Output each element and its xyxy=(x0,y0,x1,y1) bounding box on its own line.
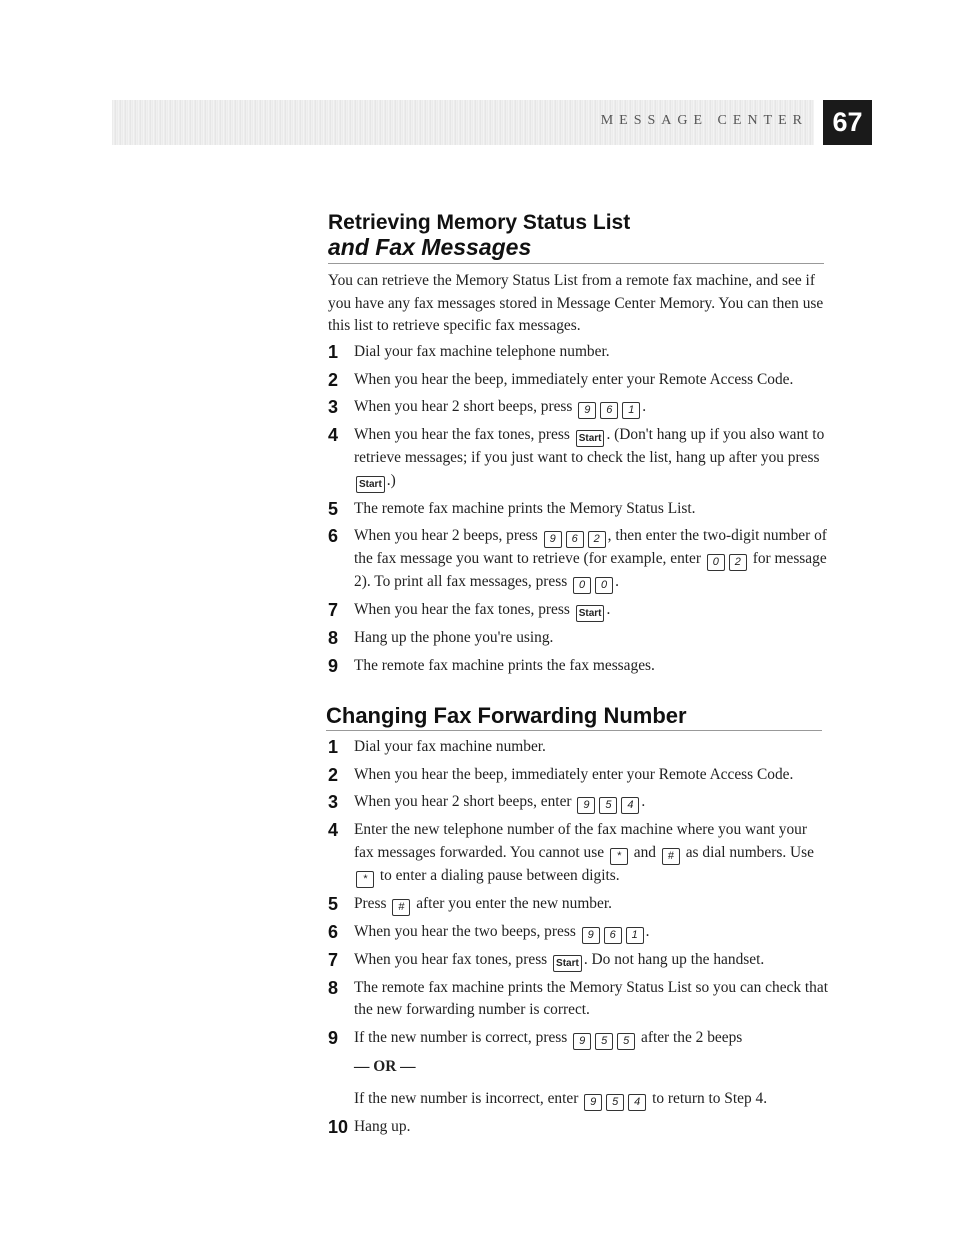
step-item xyxy=(328,736,828,759)
step-text-continued: after the 2 beeps xyxy=(640,1028,743,1046)
keypad-key-icon: 2 xyxy=(588,531,606,548)
step-text-continued: to enter a dialing pause between digits. xyxy=(379,866,620,884)
section1-title-line1: Retrieving Memory Status List xyxy=(328,211,631,234)
keypad-key-icon: 4 xyxy=(628,1094,646,1111)
step-text: When you hear the fax tones, press xyxy=(354,601,570,618)
start-key-icon: Start xyxy=(356,476,385,493)
keypad-key-icon: 6 xyxy=(600,402,618,419)
step-item xyxy=(328,396,828,419)
step-text: Dial your fax machine telephone number. xyxy=(354,343,610,360)
step-text: When you hear 2 short beeps, enter xyxy=(354,793,572,810)
step-item xyxy=(328,525,828,594)
step-item xyxy=(328,1027,828,1112)
step-number: 7 xyxy=(328,949,339,970)
section1-title-line2: and Fax Messages xyxy=(328,234,532,260)
keypad-key-icon: 5 xyxy=(617,1033,635,1050)
keypad-key-icon: 5 xyxy=(599,797,617,814)
step-text-continued: after you enter the new number. xyxy=(416,894,612,912)
step-text-continued: for message 2). To print all fax messages, press xyxy=(354,550,827,590)
step-text-continued: . xyxy=(606,601,611,618)
keypad-key-icon: 4 xyxy=(621,797,639,814)
step-text: Hang up. xyxy=(354,1118,411,1135)
step-item xyxy=(328,424,828,493)
keypad-key-icon: 9 xyxy=(544,531,562,548)
step-alt-text-continued: to return to Step 4. xyxy=(652,1090,768,1107)
keypad-key-icon: 1 xyxy=(626,927,644,944)
keypad-key-icon: 6 xyxy=(566,531,584,548)
keypad-key-icon: * xyxy=(356,871,374,888)
step-text: When you hear the beep, immediately enter your Remote Access Code. xyxy=(354,370,794,388)
start-key-icon: Start xyxy=(553,955,582,972)
keypad-key-icon: 0 xyxy=(595,577,613,594)
step-item xyxy=(328,627,828,650)
step-text: Enter the new telephone number of the fax machine where you want your fax messages forwarded. You cannot use xyxy=(354,821,808,861)
keypad-key-icon: 9 xyxy=(573,1033,591,1050)
step-item xyxy=(328,791,828,814)
step-item xyxy=(328,977,828,1022)
step-text-continued: and xyxy=(633,843,656,861)
step-item xyxy=(328,1116,828,1139)
page-number: 67 xyxy=(823,100,872,145)
step-number: 9 xyxy=(328,1027,339,1048)
step-number: 6 xyxy=(328,526,339,546)
section-label: MESSAGE CENTER xyxy=(600,113,808,128)
step-number: 1 xyxy=(328,737,339,757)
step-number: 3 xyxy=(328,792,339,812)
section1-steps xyxy=(328,341,828,682)
step-item xyxy=(328,655,828,678)
step-number: 3 xyxy=(328,397,339,417)
step-number: 9 xyxy=(328,655,339,676)
keypad-key-icon: 9 xyxy=(578,402,596,419)
step-number: 5 xyxy=(328,498,339,519)
keypad-key-icon: 5 xyxy=(595,1033,613,1050)
keypad-key-icon: 6 xyxy=(604,927,622,944)
step-text: The remote fax machine prints the Memory Status List. xyxy=(354,499,696,517)
step-text-continued: . (Don't hang up if you also want to retrieve messages; if you just want to check the list, hang up after you press xyxy=(354,426,825,466)
keypad-key-icon: 9 xyxy=(584,1094,602,1111)
step-item xyxy=(328,764,828,787)
or-divider: — OR — xyxy=(354,1057,416,1075)
step-text-continued: . Do not hang up the handset. xyxy=(583,950,765,968)
step-number: 6 xyxy=(328,921,339,942)
step-item xyxy=(328,369,828,392)
step-text-continued: . xyxy=(641,793,646,810)
section2-title: Changing Fax Forwarding Number xyxy=(326,703,687,728)
step-number: 10 xyxy=(328,1117,349,1137)
step-text-continued: . xyxy=(642,398,647,415)
step-item xyxy=(328,819,828,888)
section1-title xyxy=(328,211,630,259)
section1-rule xyxy=(328,263,824,264)
step-item xyxy=(328,921,828,944)
keypad-key-icon: 1 xyxy=(622,402,640,419)
step-item xyxy=(328,949,828,972)
step-number: 8 xyxy=(328,628,339,648)
section2-steps xyxy=(328,736,828,1144)
keypad-key-icon: * xyxy=(610,848,628,865)
step-text: Press xyxy=(354,894,387,912)
step-text: Hang up the phone you're using. xyxy=(354,629,554,646)
step-text: The remote fax machine prints the Memory Status List so you can check that the new forwarding number is correct. xyxy=(354,978,828,1018)
step-item xyxy=(328,893,828,916)
step-text: When you hear the beep, immediately enter your Remote Access Code. xyxy=(354,765,794,783)
step-item xyxy=(328,498,828,521)
step-number: 8 xyxy=(328,977,339,998)
keypad-key-icon: 2 xyxy=(729,554,747,571)
start-key-icon: Start xyxy=(576,430,605,447)
step-text: When you hear the two beeps, press xyxy=(354,922,576,940)
step-number: 5 xyxy=(328,893,339,914)
step-text: Dial your fax machine number. xyxy=(354,738,546,755)
step-text: When you hear the fax tones, press xyxy=(354,426,570,443)
step-number: 4 xyxy=(328,820,339,840)
keypad-key-icon: 9 xyxy=(582,927,600,944)
keypad-key-icon: 0 xyxy=(707,554,725,571)
section2-rule xyxy=(326,730,822,731)
step-text-continued: , then enter the two-digit number of the fax message you want to retrieve (for example, enter xyxy=(354,527,827,567)
step-item xyxy=(328,599,828,622)
section1-intro: You can retrieve the Memory Status List from a remote fax machine, and see if you have any fax messages stored in Message Center Memory. You can then use this list to retrieve specific fax messages. xyxy=(328,272,824,334)
start-key-icon: Start xyxy=(576,605,605,622)
step-text: When you hear 2 beeps, press xyxy=(354,527,538,544)
step-number: 4 xyxy=(328,425,339,445)
step-text: If the new number is correct, press xyxy=(354,1028,568,1046)
keypad-key-icon: 9 xyxy=(577,797,595,814)
step-text-continued: . xyxy=(615,573,619,590)
keypad-key-icon: # xyxy=(662,848,680,865)
step-number: 2 xyxy=(328,369,339,390)
step-item xyxy=(328,341,828,364)
step-text: When you hear fax tones, press xyxy=(354,950,548,968)
keypad-key-icon: 5 xyxy=(606,1094,624,1111)
step-alt-text: If the new number is incorrect, enter xyxy=(354,1090,579,1107)
step-number: 2 xyxy=(328,764,339,785)
keypad-key-icon: 0 xyxy=(573,577,591,594)
keypad-key-icon: # xyxy=(392,899,410,916)
step-number: 7 xyxy=(328,600,339,620)
step-text-continued: . xyxy=(645,922,650,940)
step-text-continued: .) xyxy=(386,471,396,489)
step-number: 1 xyxy=(328,342,339,362)
step-text: When you hear 2 short beeps, press xyxy=(354,398,573,415)
step-text: The remote fax machine prints the fax messages. xyxy=(354,656,655,674)
step-text-continued: as dial numbers. Use xyxy=(685,843,814,861)
